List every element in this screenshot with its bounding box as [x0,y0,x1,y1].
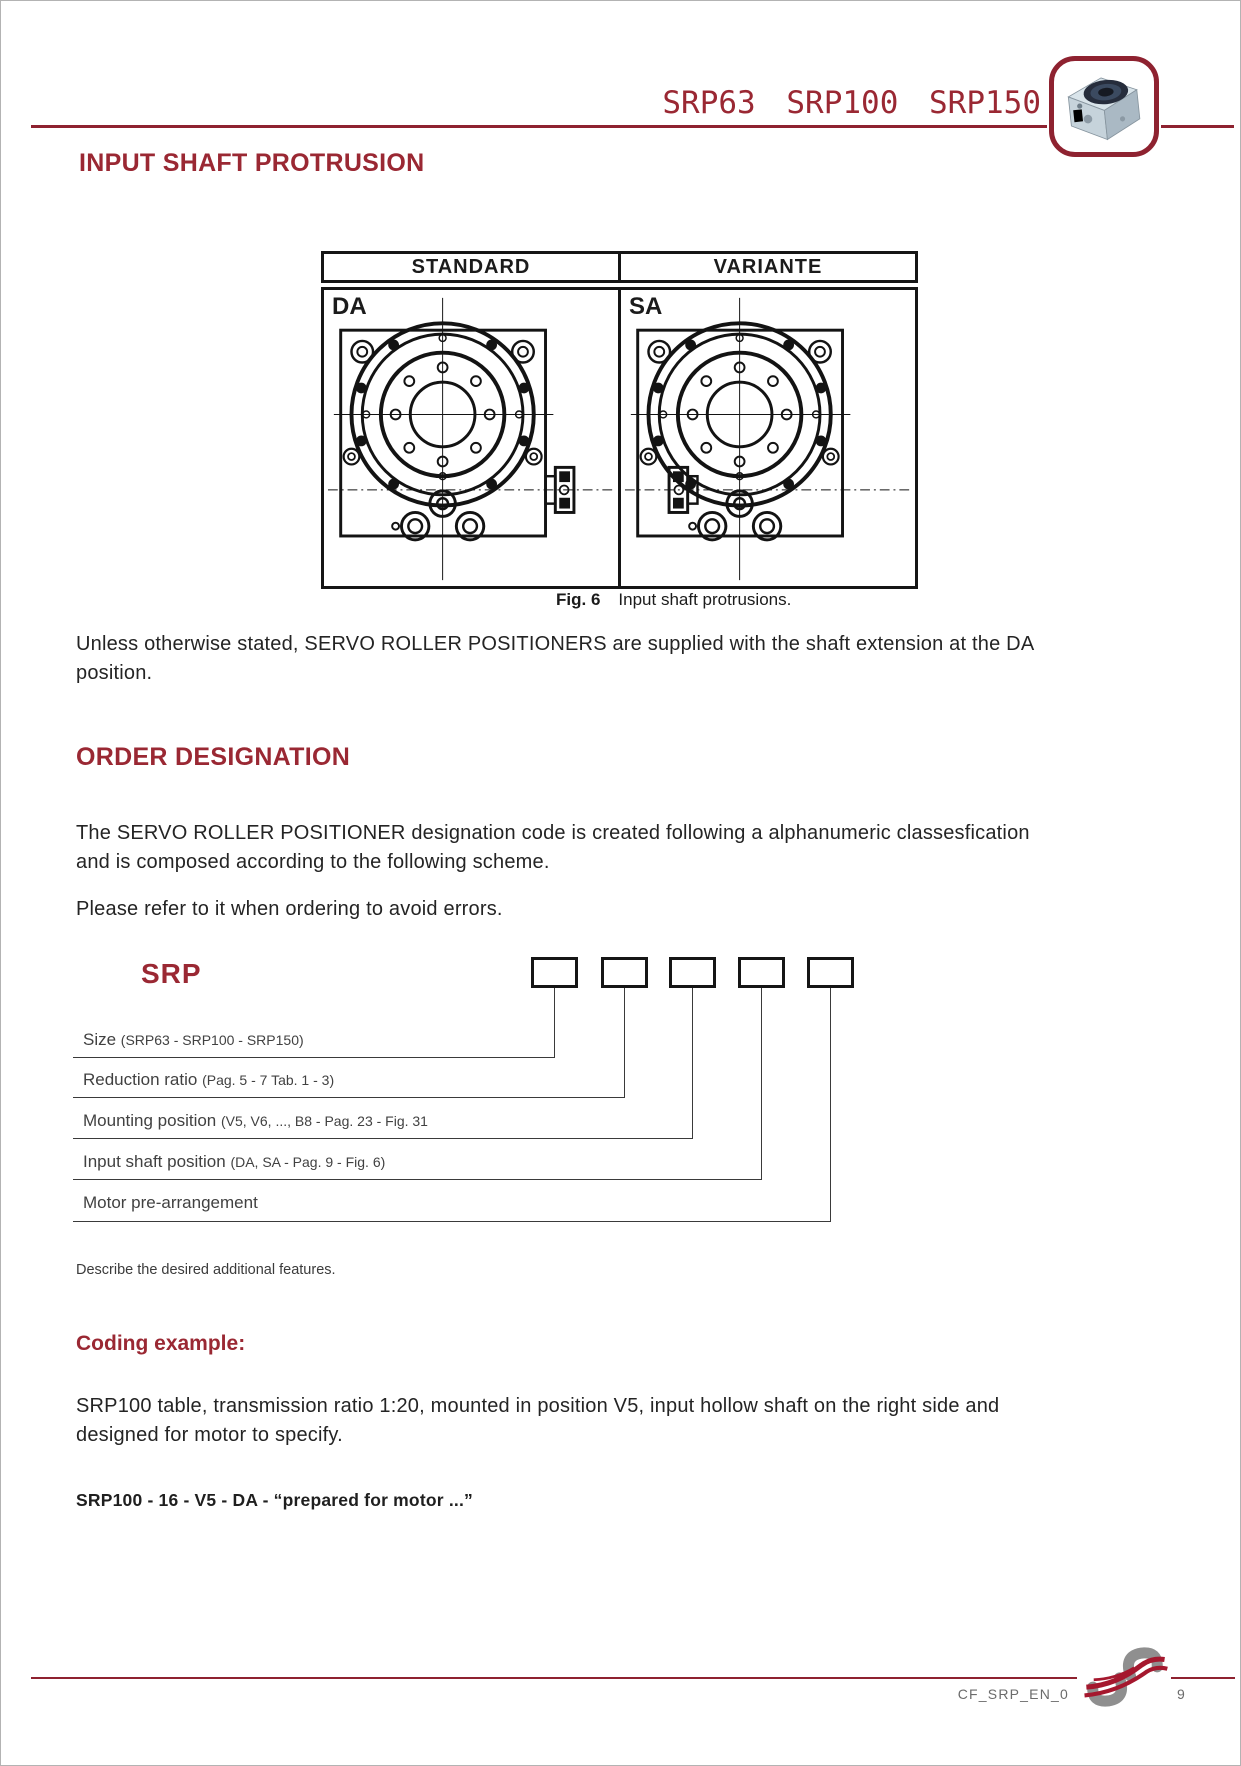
company-logo-icon [1079,1646,1171,1708]
order-designation-note: Please refer to it when ordering to avoid errors. [76,898,503,920]
scheme-rowline-2 [73,1097,625,1098]
input-shaft-paragraph: Unless otherwise stated, SERVO ROLLER POSITIONERS are supplied with the shaft extension at the DA position. [76,633,1034,684]
figure-label-da: DA [332,293,367,320]
scheme-box-ratio [601,957,648,988]
figure-col-header-variante: VARIANTE [618,251,918,283]
scheme-rowline-1 [73,1057,555,1058]
coding-example-heading: Coding example: [76,1332,246,1355]
scheme-row-shaft: Input shaft position (DA, SA - Pag. 9 - Fig. 6) [83,1152,386,1171]
technical-drawing-sa [621,290,919,584]
scheme-leader-5 [830,988,831,1221]
product-photo-icon [1061,65,1147,149]
technical-drawing-da [324,290,622,584]
figure-cell-sa [618,287,918,589]
scheme-rowline-4 [73,1179,762,1180]
input-shaft-heading: INPUT SHAFT PROTRUSION [79,149,425,177]
figure-table [321,251,921,589]
scheme-leader-4 [761,988,762,1179]
footer-page-number: 9 [1177,1686,1186,1702]
figure-caption-text: Input shaft protrusions. [618,590,792,609]
scheme-row-motor: Motor pre-arrangement [83,1193,258,1212]
scheme-leader-3 [692,988,693,1138]
footer-rule-left [31,1677,1077,1679]
figure-caption [556,590,791,610]
coding-example-code: SRP100 - 16 - V5 - DA - “prepared for motor ...” [76,1490,473,1510]
header-rule-left [31,125,1047,128]
footer-doc-code: CF_SRP_EN_0 [957,1686,1069,1702]
order-designation-intro: The SERVO ROLLER POSITIONER designation code is created following a alphanumeric classesfication and is composed according to the following scheme. [76,822,1030,873]
order-designation-heading: ORDER DESIGNATION [76,743,351,771]
scheme-box-shaft [738,957,785,988]
page-header-title: SRP63 SRP100 SRP150 [662,85,1041,121]
footer-rule-right [1171,1677,1235,1679]
scheme-row-size: Size (SRP63 - SRP100 - SRP150) [83,1030,304,1049]
product-photo [1049,56,1159,157]
scheme-rowline-3 [73,1138,693,1139]
figure-label-sa: SA [629,293,663,320]
scheme-rowline-5 [73,1221,831,1222]
scheme-prefix: SRP [141,958,202,989]
figure-col-header-standard: STANDARD [321,251,621,283]
scheme-leader-1 [554,988,555,1057]
figure-caption-number: Fig. 6 [556,590,601,609]
figure-cell-da [321,287,621,589]
header-rule-right [1161,125,1234,128]
scheme-row-mounting: Mounting position (V5, V6, ..., B8 - Pag. 23 - Fig. 31 [83,1111,428,1130]
scheme-box-motor [807,957,854,988]
scheme-box-mounting [669,957,716,988]
scheme-row-ratio: Reduction ratio (Pag. 5 - 7 Tab. 1 - 3) [83,1070,335,1089]
coding-example-paragraph: SRP100 table, transmission ratio 1:20, mounted in position V5, input hollow shaft on the right side and designed for motor to specify. [76,1395,1000,1446]
additional-features-note: Describe the desired additional features. [76,1262,336,1278]
scheme-box-size [531,957,578,988]
scheme-leader-2 [624,988,625,1097]
